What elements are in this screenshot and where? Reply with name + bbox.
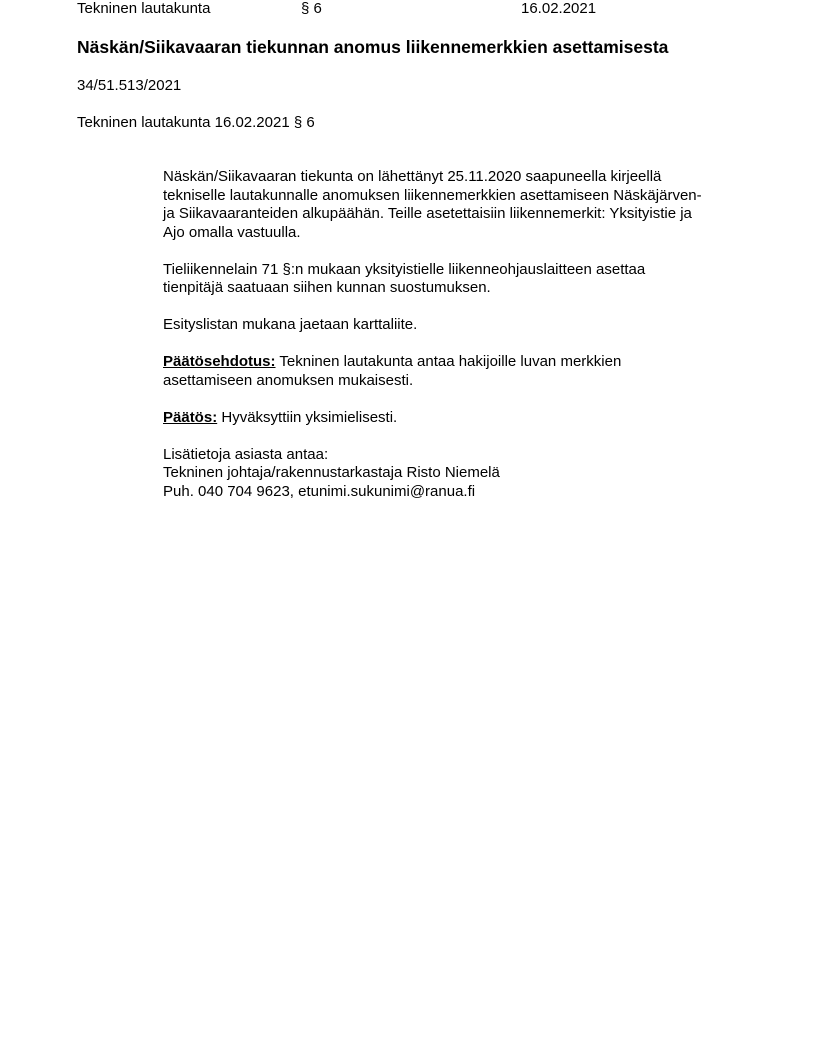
- contact-line: Lisätietoja asiasta antaa:: [163, 445, 329, 463]
- decision-label: Päätös:: [163, 408, 218, 426]
- header-date: 16.02.2021: [521, 0, 597, 17]
- proposal-label: Päätösehdotus:: [163, 353, 276, 370]
- header-board: Tekninen lautakunta: [77, 0, 211, 17]
- meeting-line: Tekninen lautakunta 16.02.2021 § 6: [77, 114, 315, 131]
- header-section: § 6: [301, 0, 322, 17]
- reference-number: 34/51.513/2021: [77, 77, 182, 94]
- document-title: Näskän/Siikavaaran tiekunnan anomus liikennemerkkien asettamisesta: [77, 37, 669, 57]
- paragraph-line: ja Siikavaaranteiden alkupäähän. Teille asetettaisiin liikennemerkit: Yksityistie ja: [163, 205, 692, 222]
- document-body: [163, 168, 702, 501]
- paragraph-line: tienpitäjä saatuaan siihen kunnan suostumuksen.: [163, 279, 491, 296]
- proposal-text: Tekninen lautakunta antaa hakijoille luvan merkkien: [275, 353, 622, 370]
- proposal: [163, 353, 702, 372]
- paragraph-line: Näskän/Siikavaaran tiekunta on lähettänyt 25.11.2020 saapuneella kirjeellä: [163, 168, 662, 185]
- attachment-note: Esityslistan mukana jaetaan karttaliite.: [163, 316, 418, 333]
- paragraph-line: Ajo omalla vastuulla.: [163, 223, 301, 241]
- contact-line: Tekninen johtaja/rakennustarkastaja Risto Niemelä: [163, 464, 500, 481]
- paragraph-line: tekniselle lautakunnalle anomuksen liikennemerkkien asettamiseen Näskäjärven-: [163, 186, 702, 204]
- decision: [163, 409, 702, 428]
- contact-line: Puh. 040 704 9623, etunimi.sukunimi@ranua.fi: [163, 482, 476, 500]
- proposal-text: asettamiseen anomuksen mukaisesti.: [163, 371, 414, 389]
- paragraph-line: Tieliikennelain 71 §:n mukaan yksityistielle liikenneohjauslaitteen asettaa: [163, 260, 646, 278]
- decision-text: Hyväksyttiin yksimielisesti.: [217, 408, 398, 426]
